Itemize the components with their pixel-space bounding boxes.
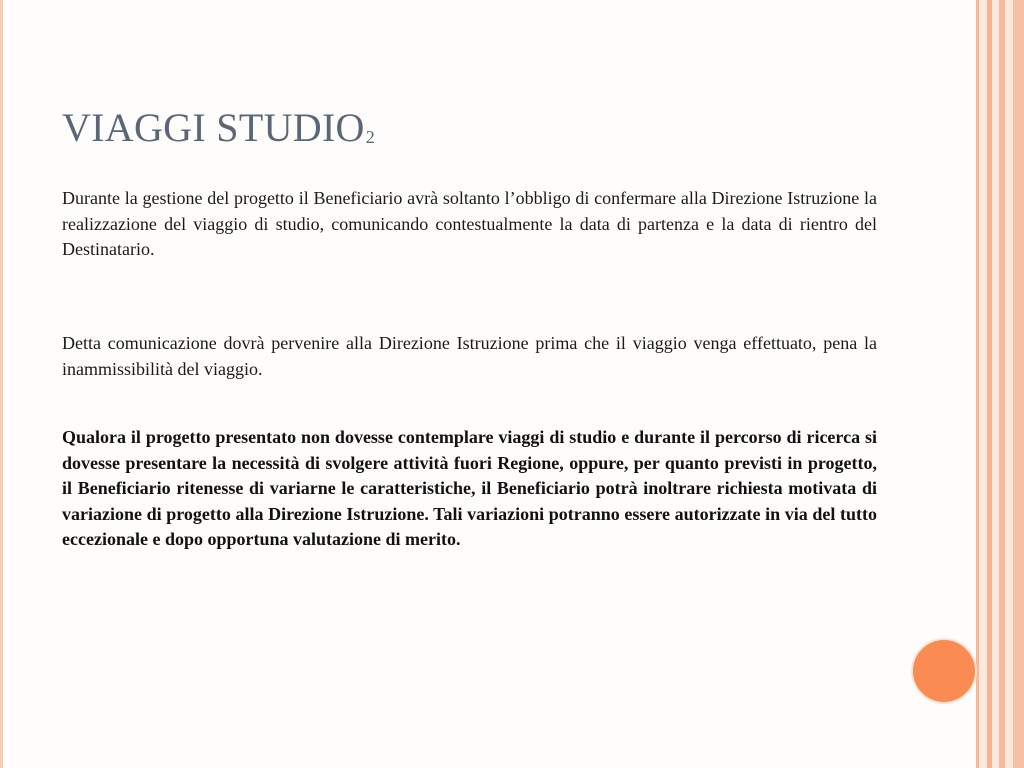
- stripe: [1013, 0, 1024, 768]
- orange-circle-decoration: [913, 640, 975, 702]
- slide-title-text: VIAGGI STUDIO: [62, 105, 365, 150]
- slide-title: [62, 104, 375, 161]
- paragraph-1: Durante la gestione del progetto il Beneficiario avrà soltanto l’obbligo di confermare alla Direzione Istruzione la realizzazione del viaggio di studio, comunicando contestualmente la data di partenza e la data di rientro del Destinatario.: [62, 188, 877, 259]
- stripe: [992, 0, 999, 768]
- left-border-line: [0, 0, 3, 768]
- paragraph-2: Detta comunicazione dovrà pervenire alla Direzione Istruzione prima che il viaggio venga effettuato, pena la inammissibilità del viaggio.: [62, 333, 877, 379]
- slide-title-suffix: 2: [365, 127, 376, 147]
- stripe: [979, 0, 987, 768]
- stripe: [1005, 0, 1013, 768]
- right-stripe-decoration: [976, 0, 1024, 768]
- paragraph-3-bold: Qualora il progetto presentato non dovesse contemplare viaggi di studio e durante il percorso di ricerca si dovesse presentare la necessità di svolgere attività fuori Regione, oppure, per quanto previsti in progetto, il Beneficiario ritenesse di variarne le caratteristiche, il Beneficiario potrà inoltrare richiesta motivata di variazione di progetto alla Direzione Istruzione. Tali variazioni potranno essere autorizzate in via del tutto eccezionale e dopo opportuna valutazione di merito.: [62, 427, 877, 549]
